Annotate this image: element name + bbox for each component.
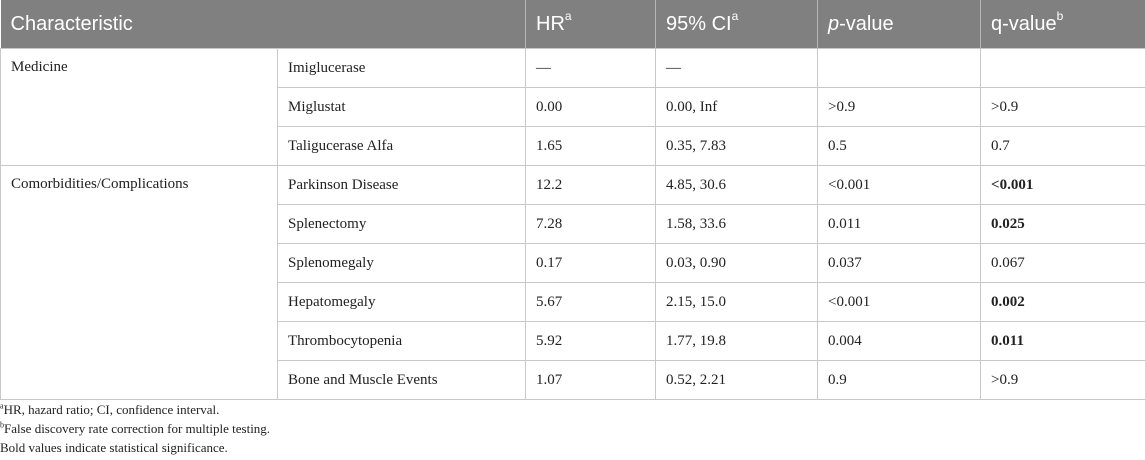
row-name: Miglustat bbox=[278, 88, 526, 127]
row-p: 0.004 bbox=[818, 322, 981, 361]
row-q: <0.001 bbox=[981, 166, 1145, 205]
row-q bbox=[981, 49, 1145, 88]
row-ci: 0.52, 2.21 bbox=[656, 361, 818, 400]
row-hr: 5.92 bbox=[526, 322, 656, 361]
header-characteristic: Characteristic bbox=[1, 0, 526, 49]
footnote-b-marker: b bbox=[0, 420, 4, 430]
header-ci-label: 95% CI bbox=[666, 12, 732, 35]
row-ci: 4.85, 30.6 bbox=[656, 166, 818, 205]
row-ci: 2.15, 15.0 bbox=[656, 283, 818, 322]
row-hr: 1.65 bbox=[526, 127, 656, 166]
row-name: Imiglucerase bbox=[278, 49, 526, 88]
footnotes bbox=[0, 400, 270, 457]
row-ci: 0.00, Inf bbox=[656, 88, 818, 127]
row-q: 0.002 bbox=[981, 283, 1145, 322]
row-q: 0.025 bbox=[981, 205, 1145, 244]
header-hr-sup: a bbox=[564, 8, 572, 23]
row-q: >0.9 bbox=[981, 361, 1145, 400]
row-q: >0.9 bbox=[981, 88, 1145, 127]
row-q: 0.7 bbox=[981, 127, 1145, 166]
row-hr: 5.67 bbox=[526, 283, 656, 322]
footnote-bold-note: Bold values indicate statistical significance. bbox=[0, 440, 228, 455]
footnote-b bbox=[0, 419, 270, 438]
row-p: >0.9 bbox=[818, 88, 981, 127]
row-hr: 12.2 bbox=[526, 166, 656, 205]
row-hr: 1.07 bbox=[526, 361, 656, 400]
row-name: Splenectomy bbox=[278, 205, 526, 244]
row-name: Splenomegaly bbox=[278, 244, 526, 283]
row-name: Taligucerase Alfa bbox=[278, 127, 526, 166]
row-p: <0.001 bbox=[818, 166, 981, 205]
row-p: 0.037 bbox=[818, 244, 981, 283]
row-hr: 0.00 bbox=[526, 88, 656, 127]
header-row bbox=[1, 0, 1145, 49]
footnote-b-text: False discovery rate correction for multiple testing. bbox=[4, 421, 271, 436]
header-hr bbox=[526, 0, 656, 49]
row-name: Bone and Muscle Events bbox=[278, 361, 526, 400]
row-name: Thrombocytopenia bbox=[278, 322, 526, 361]
group-comorbidities: Comorbidities/Complications bbox=[1, 166, 278, 400]
row-ci: — bbox=[656, 49, 818, 88]
row-ci: 1.58, 33.6 bbox=[656, 205, 818, 244]
header-ci bbox=[656, 0, 818, 49]
row-hr: 7.28 bbox=[526, 205, 656, 244]
row-p: 0.5 bbox=[818, 127, 981, 166]
table-row bbox=[1, 166, 1145, 205]
header-p-italic: p bbox=[828, 12, 840, 35]
row-hr: 0.17 bbox=[526, 244, 656, 283]
row-p bbox=[818, 49, 981, 88]
row-p: 0.011 bbox=[818, 205, 981, 244]
header-q-sup: b bbox=[1056, 8, 1064, 23]
row-q: 0.011 bbox=[981, 322, 1145, 361]
row-ci: 0.03, 0.90 bbox=[656, 244, 818, 283]
row-p: <0.001 bbox=[818, 283, 981, 322]
footnote-a-text: HR, hazard ratio; CI, confidence interval. bbox=[3, 402, 220, 417]
row-name: Hepatomegaly bbox=[278, 283, 526, 322]
header-p-value bbox=[818, 0, 981, 49]
header-p-rest: -value bbox=[839, 12, 894, 35]
row-ci: 1.77, 19.8 bbox=[656, 322, 818, 361]
header-ci-sup: a bbox=[731, 8, 739, 23]
row-hr: — bbox=[526, 49, 656, 88]
header-hr-label: HR bbox=[536, 12, 565, 35]
row-q: 0.067 bbox=[981, 244, 1145, 283]
row-name: Parkinson Disease bbox=[278, 166, 526, 205]
table-row bbox=[1, 49, 1145, 88]
header-q-value bbox=[981, 0, 1145, 49]
row-ci: 0.35, 7.83 bbox=[656, 127, 818, 166]
header-q-label: q-value bbox=[991, 12, 1057, 35]
row-p: 0.9 bbox=[818, 361, 981, 400]
footnote-a bbox=[0, 400, 270, 419]
footnote-a-marker: a bbox=[0, 401, 4, 411]
group-medicine: Medicine bbox=[1, 49, 278, 166]
